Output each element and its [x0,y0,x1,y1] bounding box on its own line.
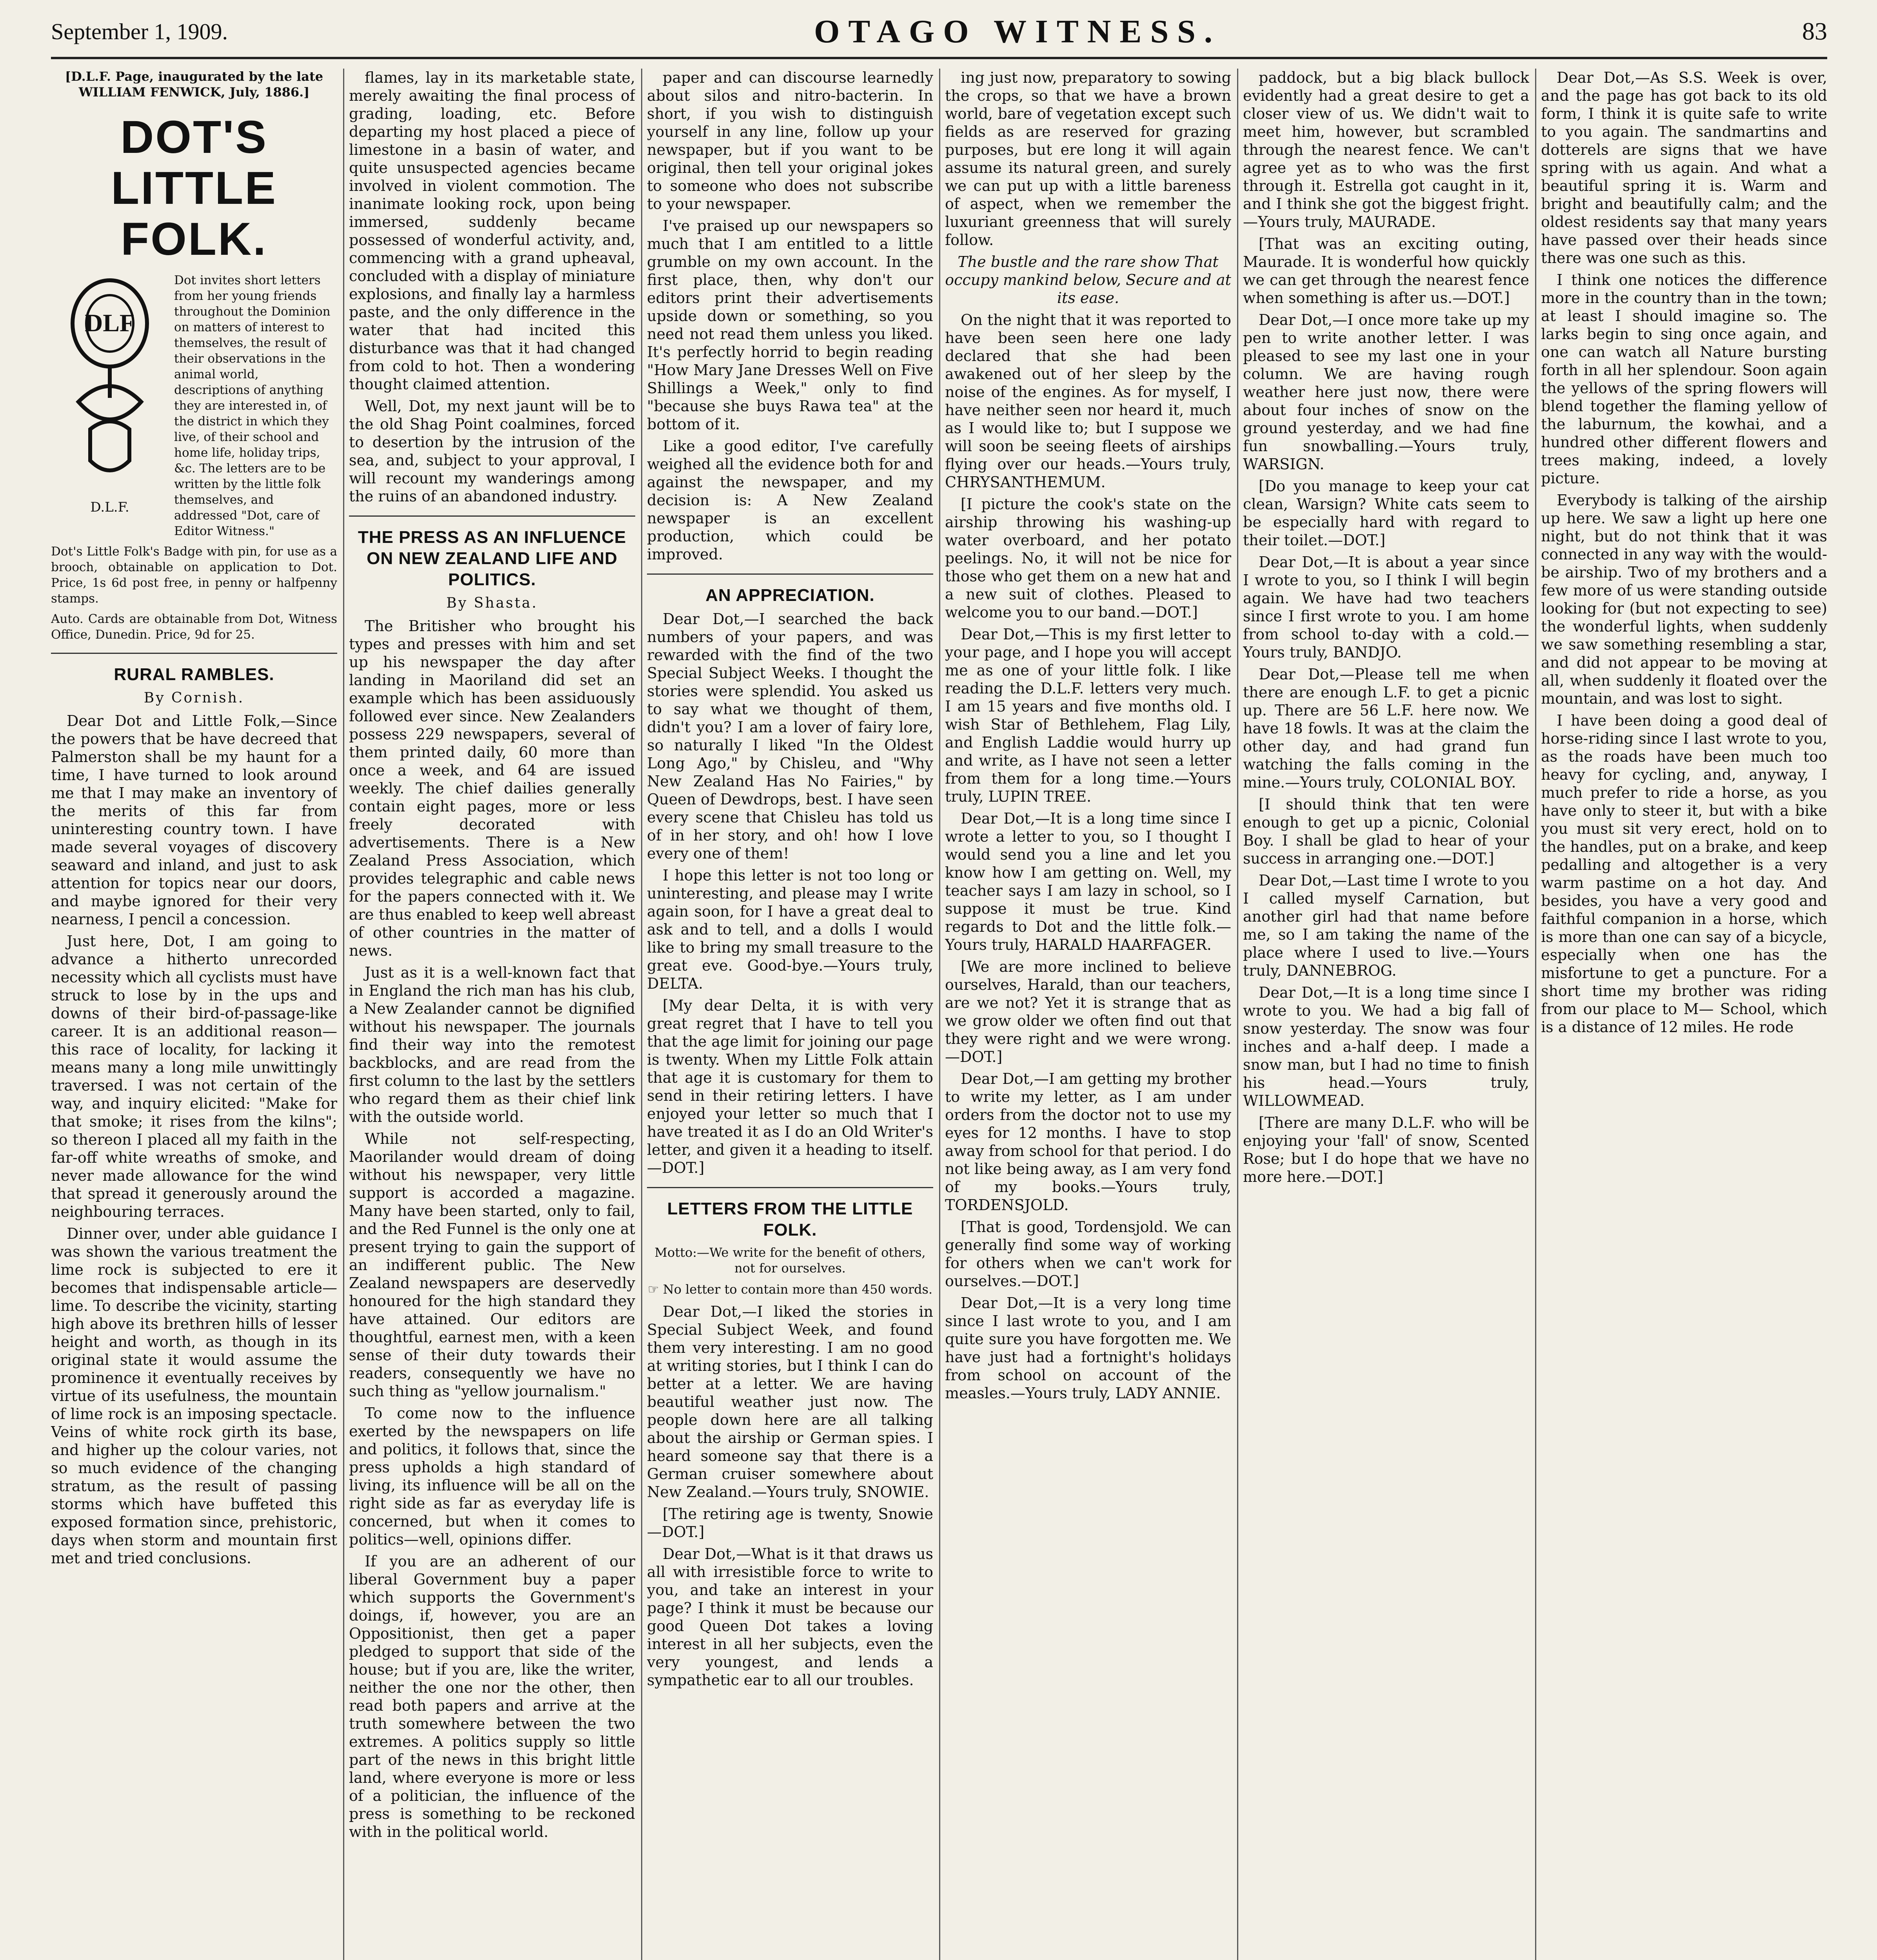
issue-date: September 1, 1909. [51,18,228,44]
paragraph: Dear Dot,—I searched the back numbers of your papers, and was rewarded with the find of the two Special Subject Weeks. I thought the stories were splendid. You asked us to say what we thought of them, didn't you? I am a lover of fairy lore, so naturally I liked "In the Oldest Long Ago," by Chisleu, and "Why New Zealand Has No Fairies," by Queen of Dewdrops, best. I have seen every scene that Chisleu has told us of in her story, and oh! how I love every one of them! [647,610,933,862]
badge-note: Dot's Little Folk's Badge with pin, for use as a brooch, obtainable on application to Dot. Price, 1s 6d post free, in penny or halfpenny stamps. [51,544,337,606]
letter: Dear Dot,—I liked the stories in Special Subject Week, and found them very interesting. I am no good at writing stories, but I think I can do better at a letter. We are having beautiful weather just now. The people down here are all talking about the airship or German spies. I heard someone say that there is a German cruiser somewhere about New Zealand.—Yours truly, SNOWIE. [647,1303,933,1501]
letter: [The retiring age is twenty, Snowie—DOT.] [647,1505,933,1541]
letter: Dear Dot,—This is my first letter to your page, and I hope you will accept me as one of your little folk. I like reading the D.L.F. letters very much. I am 15 years and five months old. I wish Star of Bethlehem, Flag Lily, and English Laddie would hurry up and write, as I have not seen a letter from them for a long time.—Yours truly, LUPIN TREE. [945,626,1231,805]
column-rule [1535,69,1536,1960]
editor-reply: [Do you manage to keep your cat clean, Warsign? White cats seem to be especially hard with regard to their toilet.—DOT.] [1243,477,1529,549]
letter: Dear Dot,—It is about a year since I wrote to you, so I think I will begin again. We have had two teachers since I first wrote to you. I am home from school to-day with a cold.—Yours truly, BANDJO. [1243,554,1529,661]
paragraph: I hope this letter is not too long or uninteresting, and please may I write again soon, for I have a great deal to ask and to tell, and a dolls I would like to bring my small treasure to the great eve. Good-bye.—Yours truly, DELTA. [647,867,933,992]
paragraph: Dinner over, under able guidance I was shown the various treatment the lime rock is subjected to ere it becomes that indispensable article—lime. To describe the vicinity, starting high above its brethren hills of lesser height and worth, as though in its original state it would assume the prominence it eventually receives by virtue of its usefulness, the mountain of lime rock is an imposing spectacle. Veins of white rock girth its base, and higher up the colour varies, not so much evidence of the changing stratum, as the result of passing storms which have buffeted this exposed formation since, prehistoric, days when storm and mountain first met and tried conclusions. [51,1225,337,1567]
letter: I think one notices the difference more in the country than in the town; at least I should imagine so. The larks begin to sing once again, and one can watch all Nature bursting forth in all her splendour. Soon again the yellows of the spring flowers will blend together the flaming yellow of the laburnum, the kowhai, and a hundred other different flowers and trees making, indeed, a lovely picture. [1541,271,1827,487]
paragraph: Just as it is a well-known fact that in England the rich man has his club, a New Zealander cannot be dignified without his newspaper. The journals find their way into the remotest backblocks, and are read from the first column to the last by the settlers who regard them as their chief link with the outside world. [349,964,635,1125]
divider [349,515,635,517]
divider [647,573,933,575]
masthead: DOT'S LITTLE FOLK. [111,111,277,265]
divider [647,1187,933,1188]
paragraph: [My dear Delta, it is with very great regret that I have to tell you that the age limit for joining our page is twenty. When my Little Folk attain that age it is customary for them to send in their retiring letters. I have enjoyed your letter so much that I have treated it as I do an Old Writer's letter, and given it a heading to itself.—DOT.] [647,997,933,1176]
badge-block [51,272,169,516]
paragraph: While not self-respecting, Maorilander would dream of doing without his newspaper, very little support is accorded a magazine. Many have been started, only to fail, and the Red Funnel is the only one at present trying to gain the support of an indifferent public. The New Zealand newspapers are deservedly honoured for the high standard they have attained. Our editors are thoughtful, earnest men, with a keen sense of their duty towards their readers, consequently we have no such thing as "yellow journalism." [349,1130,635,1400]
letter: Dear Dot,—It is a long time since I wrote a letter to you, so I thought I would send you a line and let you know how I am getting on. Well, my teacher says I am lazy in school, so I suppose it must be true. Kind regards to Dot and the little folk.—Yours truly, HARALD HAARFAGER. [945,810,1231,953]
byline: By Shasta. [446,595,538,611]
editor-reply: [I should think that ten were enough to get up a picnic, Colonial Boy. I shall be glad to hear of your success in arranging one.—DOT.] [1243,796,1529,867]
badge-intro-row [51,272,337,539]
section-title-rural-rambles: RURAL RAMBLES. [114,665,274,684]
byline: By Cornish. [144,690,245,706]
column-5 [1243,69,1529,1960]
letter: Dear Dot,—Last time I wrote to you I called myself Carnation, but another girl had that name before me, so I am taking the name of the place where I used to live.—Yours truly, DANNEBROG. [1243,872,1529,979]
paragraph: flames, lay in its marketable state, merely awaiting the final process of grading, loading, etc. Before departing my host placed a piece of limestone in a basin of water, and quite unsuspected agencies became involved in violent commotion. The inanimate looking rock, upon being immersed, suddenly became possessed of wonderful activity, and, commencing with a grand upheaval, concluded with a display of miniature explosions, and finally lay a harmless paste, and the only difference in the water that had incited this disturbance was that it had changed from cold to hot. Then a wondering thought claimed attention. [349,69,635,393]
page-number: 83 [1802,17,1827,45]
section-title-press: THE PRESS AS AN INFLUENCE ON NEW ZEALAND LIFE AND POLITICS. [358,528,627,589]
column-rule [641,69,642,1960]
cards-note: Auto. Cards are obtainable from Dot, Witness Office, Dunedin. Price, 9d for 25. [51,612,337,642]
rule-note-text: No letter to contain more than 450 words. [663,1282,933,1297]
dlf-badge-icon [55,272,165,492]
editor-reply: [I picture the cook's state on the airship throwing his washing-up water overboard, and her potato peelings. No, it will not be nice for those who get them on a new hat and a new suit of clothes. Pleased to welcome you to our band.—DOT.] [945,495,1231,621]
letter: paddock, but a big black bullock evidently had a great desire to get a closer view of us. We didn't wait to meet him, however, but scrambled through the nearest fence. We can't agree yet as to who was the first through it. Estrella got caught in it, and I think she got the biggest fright.—Yours truly, MAURADE. [1243,69,1529,230]
newspaper-title: OTAGO WITNESS. [814,13,1221,50]
paragraph: The Britisher who brought his types and presses with him and set up his newspaper the day after landing in Maoriland did set an example which has been assiduously followed ever since. New Zealanders possess 229 newspapers, several of them printed daily, 60 more than once a week, and 64 are issued weekly. The chief dailies generally contain eight pages, more or less freely decorated with advertisements. There is a New Zealand Press Association, which provides telegraphic and cable news for the papers connected with it. We are thus enabled to keep well abreast of other countries in the matter of news. [349,617,635,959]
section-title-appreciation: AN APPRECIATION. [705,586,875,605]
letter: Dear Dot,—Please tell me when there are enough L.F. to get a picnic up. There are 56 L.F. here now. We have 18 fowls. It was at the claim the other day, and had grand fun watching the falls coming in the mine.—Yours truly, COLONIAL BOY. [1243,666,1529,791]
intro-text: Dot invites short letters from her young friends throughout the Dominion on matters of interest to themselves, the result of their observations in the animal world, descriptions of anything they are interested in, of the district in which they live, of their school and home life, holiday trips, &c. The letters are to be written by the little folk themselves, and addressed "Dot, care of Editor Witness." [174,273,331,538]
letter: Dear Dot,—It is a very long time since I last wrote to you, and I am quite sure you have forgotten me. We have just had a fortnight's holidays from school on account of the measles.—Yours truly, LADY ANNIE. [945,1294,1231,1402]
letter: On the night that it was reported to have been seen here one lady declared that she had been awakened out of her sleep by the noise of the engines. As for myself, I have neither seen nor heard it, much as I would like to; but I suppose we will soon be seeing fleets of airships flying over our heads.—Yours truly, CHRYSANTHEMUM. [945,311,1231,491]
pointing-hand-icon: ☞ [647,1282,663,1297]
letter: ing just now, preparatory to sowing the crops, so that we have a brown world, bare of vegetation except such fields as are reserved for grazing purposes, but ere long it will again assume its natural green, and surely we can put up with a little bareness of aspect, when we remember the luxuriant greenness that will surely follow. [945,69,1231,249]
paragraph: Just here, Dot, I am going to advance a hitherto unrecorded necessity which all cyclists must have struck to lose by in the ups and downs of their bird-of-passage-like career. It is an additional reason—this race of locality, for lacking it means many a long mile unwittingly traversed. I was not certain of the way, and inquiry elicited: "Make for that smoke; it rises from the kilns"; so thereon I placed all my faith in the far-off white wreaths of smoke, and never made allowance for the wind that spread it generously around the neighbouring terraces. [51,933,337,1220]
header-rule [51,57,1827,59]
column-4 [945,69,1231,1960]
badge-caption: D.L.F. [90,499,129,515]
editor-reply: [There are many D.L.F. who will be enjoying your 'fall' of snow, Scented Rose; but I do hope that we have no more here.—DOT.] [1243,1114,1529,1185]
rule-note [647,1281,933,1297]
paragraph: Well, Dot, my next jaunt will be to the old Shag Point coalmines, forced to desertion by the intrusion of the sea, and, subject to your approval, I will recount my wanderings among the ruins of an abandoned industry. [349,397,635,505]
column-3 [647,69,933,1960]
paragraph: paper and can discourse learnedly about silos and nitro-bacterin. In short, if you wish to distinguish yourself in any line, follow up your newspaper, but if you want to be original, then tell your original jokes to someone who does not subscribe to your newspaper. [647,69,933,212]
verse: The bustle and the rare show That occupy mankind below, Secure and at its ease. [945,253,1231,307]
editor-reply: [That was an exciting outing, Maurade. It is wonderful how quickly we can get through the nearest fence when something is after us.—DOT.] [1243,235,1529,307]
letter: Dear Dot,—What is it that draws us all with irresistible force to write to you, and take an interest in your page? I think it must be because our good Queen Dot takes a loving interest in all her subjects, even the very youngest, and lends a sympathetic ear to all our troubles. [647,1545,933,1689]
page-credit: [D.L.F. Page, inaugurated by the late WILLIAM FENWICK, July, 1886.] [65,69,323,100]
column-rule [343,69,344,1960]
divider [51,653,337,654]
letter: Dear Dot,—I am getting my brother to write my letter, as I am under orders from the doctor not to use my eyes for 12 months. I have to stop away from school for that period. I do not like being away, as I am very fond of my books.—Yours truly, TORDENSJOLD. [945,1070,1231,1214]
motto: Motto:—We write for the benefit of others, not for ourselves. [654,1245,926,1276]
paragraph: Dear Dot and Little Folk,—Since the powers that be have decreed that Palmerston shall be my haunt for a time, I have turned to look around me that I may make an inventory of the merits of this far from uninteresting country town. I have made several voyages of discovery seaward and inland, and just to ask attention for topics near our doors, and maybe ignored for their very nearness, I pencil a concession. [51,712,337,928]
letter: Everybody is talking of the airship up here. We saw a light up here one night, but do not think that it was connected in any way with the would-be airship. Two of my brothers and a few more of us were standing outside looking for (but not expecting to see) the wonderful lights, when suddenly we saw something resembling a star, and did not appear to be moving at all, when suddenly it floated over the mountain, and was lost to sight. [1541,492,1827,707]
paragraph: Like a good editor, I've carefully weighed all the evidence both for and against the newspaper, and my decision is: A New Zealand newspaper is an excellent production, which could be improved. [647,437,933,563]
paragraph: I've praised up our newspapers so much that I am entitled to a little grumble on my own account. In the first place, then, why don't our editors print their advertisements upside down or something, so you need not read them unless you liked. It's perfectly horrid to begin reading "How Mary Jane Dresses Well on Five Shillings a Week," only to find "because she buys Rawa tea" at the bottom of it. [647,217,933,433]
letter: Dear Dot,—As S.S. Week is over, and the page has got back to its old form, I think it is quite safe to write to you again. The sandmartins and dotterels are signs that we have spring with us again. And what a beautiful spring it is. Warm and bright and beautifully calm; and the oldest residents say that many years have passed over their heads since there was one such as this. [1541,69,1827,267]
column-6 [1541,69,1827,1960]
column-2 [349,69,635,1960]
columns [51,69,1827,1960]
paragraph: If you are an adherent of our liberal Government buy a paper which supports the Government's doings, if, however, you are an Oppositionist, then get a paper pledged to support that side of the house; but if you are, like the writer, neither the one nor the other, then read both papers and arrive at the truth somewhere between the two extremes. A politics supply so little part of the news in this bright little land, where everyone is more or less of a politician, the influence of the press is something to be reckoned with in the political world. [349,1553,635,1840]
letter: I have been doing a good deal of horse-riding since I last wrote to you, as the roads have been much too heavy for cycling, and, anyway, I much prefer to ride a horse, as you have only to steer it, but with a bike you must sit very erect, hold on to the handles, put on a brake, and keep pedalling and altogether is a very warm pastime on a hot day. And besides, you have a very good and faithful companion in a horse, which is more than one can say of a bicycle, especially when one has the misfortune to get a puncture. For a short time my brother was riding from our place to M— School, which is a distance of 12 miles. He rode [1541,712,1827,1036]
badge-monogram: DLF [85,309,135,337]
column-rule [939,69,940,1960]
letter: Dear Dot,—It is a long time since I wrote to you. We had a big fall of snow yesterday. The snow was four inches and a-half deep. I made a snow man, but I had no time to finish his head.—Yours truly, WILLOWMEAD. [1243,984,1529,1109]
editor-reply: [We are more inclined to believe ourselves, Harald, than our teachers, are we not? Yet it is strange that as we grow older we often find out that they were right and we were wrong.—DOT.] [945,958,1231,1065]
column-1 [51,69,337,1960]
letter: Dear Dot,—I once more take up my pen to write another letter. I was pleased to see my last one in your column. We are having rough weather here just now, there were about four inches of snow on the ground yesterday, and we had fine fun snowballing.—Yours truly, WARSIGN. [1243,311,1529,473]
column-rule [1237,69,1238,1960]
page-header [51,8,1827,55]
paragraph: To come now to the influence exerted by the newspapers on life and politics, it follows that, since the press upholds a high standard of living, its influence will be all on the right side as far as everyday life is concerned, but when it comes to politics—well, opinions differ. [349,1405,635,1548]
editor-reply: [That is good, Tordensjold. We can generally find some way of working for others when we can't work for ourselves.—DOT.] [945,1218,1231,1290]
section-title-letters: LETTERS FROM THE LITTLE FOLK. [667,1199,913,1240]
